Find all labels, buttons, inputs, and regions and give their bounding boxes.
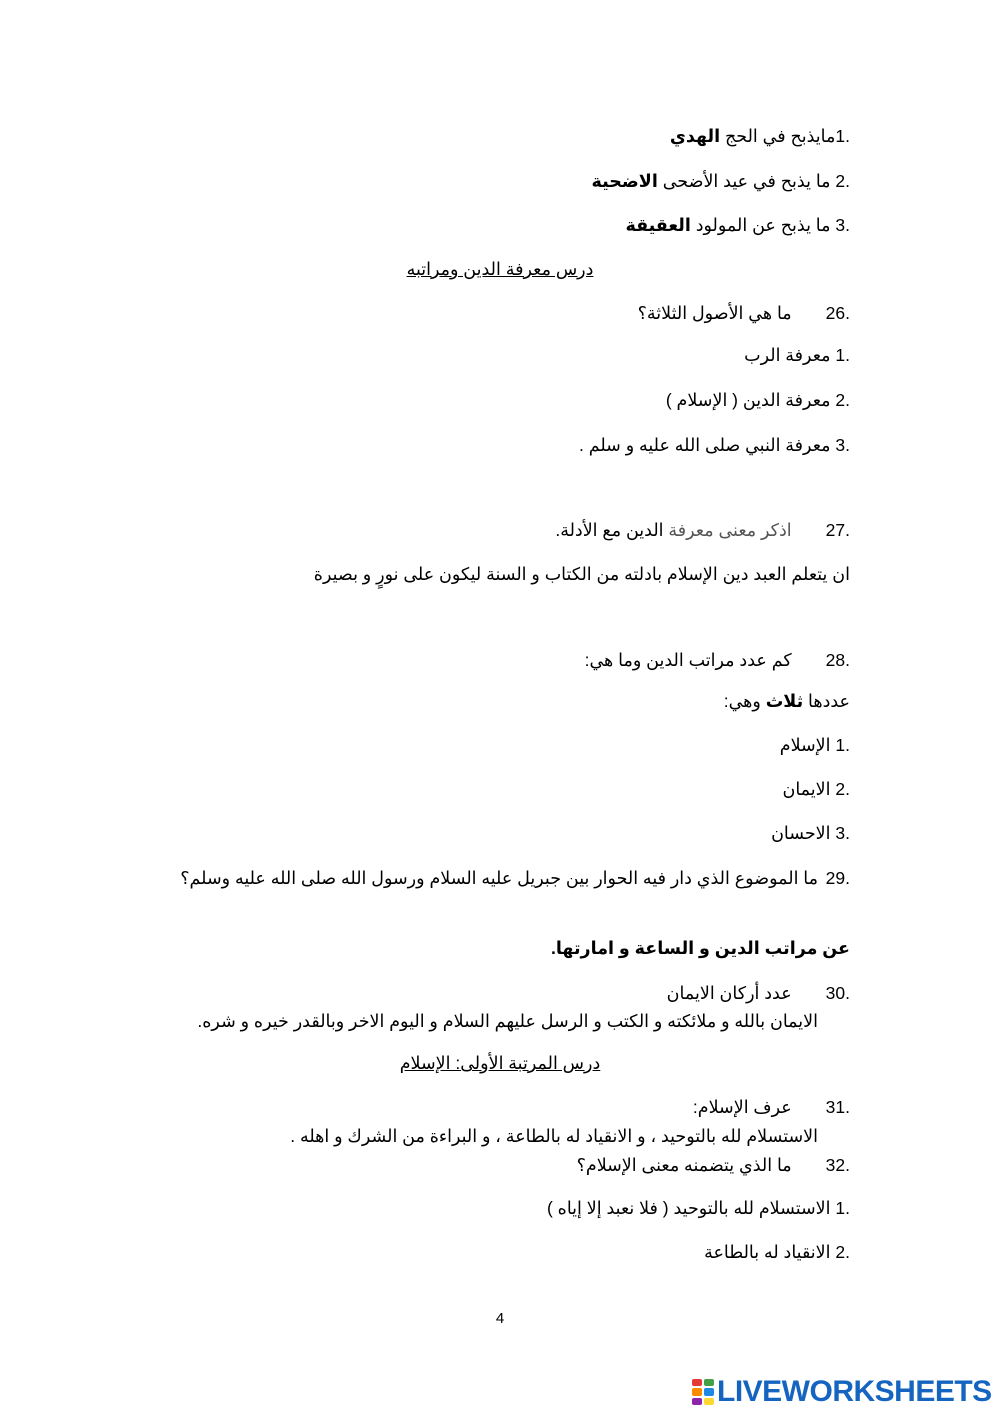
- list-item: 3. الاحسان: [771, 823, 850, 843]
- brand-name: LIVEWORKSHEETS: [717, 1375, 992, 1408]
- question-29-number: 29.: [825, 868, 850, 888]
- list-item: 2. الايمان: [782, 779, 850, 799]
- list-item: 1. الإسلام: [779, 735, 850, 755]
- answer-28: عددها ثلاث وهي:: [723, 691, 850, 711]
- question-31: 31.عرف الإسلام:: [692, 1097, 850, 1117]
- question-29: ما الموضوع الذي دار فيه الحوار بين جبريل عليه السلام ورسول الله صلى الله عليه وسلم؟: [180, 868, 818, 888]
- list-item: 2. ما يذبح في عيد الأضحى الاضحية: [591, 171, 850, 191]
- answer-30: الايمان بالله و ملائكته و الكتب و الرسل عليهم السلام و اليوم الاخر وبالقدر خيره و شره.: [197, 1011, 818, 1031]
- question-27: 27.اذكر معنى معرفة الدين مع الأدلة.: [555, 520, 850, 540]
- page-number: 4: [495, 1310, 505, 1327]
- list-item: 3. معرفة النبي صلى الله عليه و سلم .: [579, 435, 850, 455]
- question-26: 26.ما هي الأصول الثلاثة؟: [637, 303, 850, 323]
- lesson-title: درس المرتبة الأولى: الإسلام: [399, 1053, 601, 1073]
- lesson-title: درس معرفة الدين ومراتبه: [406, 259, 594, 279]
- liveworksheets-logo[interactable]: [692, 1375, 992, 1409]
- logo-icon: [692, 1379, 714, 1405]
- answer-27: ان يتعلم العبد دين الإسلام بادلته من الكتاب و السنة ليكون على نورٍ و بصيرة: [313, 564, 850, 584]
- answer-29: عن مراتب الدين و الساعة و امارتها.: [551, 938, 850, 958]
- list-item: 1.مايذبح في الحج الهدي: [669, 126, 850, 146]
- list-item: 1. معرفة الرب: [744, 345, 850, 365]
- list-item: 2. الانقياد له بالطاعة: [704, 1242, 850, 1262]
- list-item: 1. الاستسلام لله بالتوحيد ( فلا نعبد إلا إياه ): [546, 1198, 850, 1218]
- list-item: 2. معرفة الدين ( الإسلام ): [665, 390, 850, 410]
- question-28: 28.كم عدد مراتب الدين وما هي:: [584, 650, 850, 670]
- answer-31: الاستسلام لله بالتوحيد ، و الانقياد له بالطاعة ، و البراءة من الشرك و اهله .: [290, 1126, 818, 1146]
- question-32: 32.ما الذي يتضمنه معنى الإسلام؟: [576, 1155, 850, 1175]
- question-30: 30.عدد أركان الايمان: [666, 983, 850, 1003]
- list-item: 3. ما يذبح عن المولود العقيقة: [625, 215, 850, 235]
